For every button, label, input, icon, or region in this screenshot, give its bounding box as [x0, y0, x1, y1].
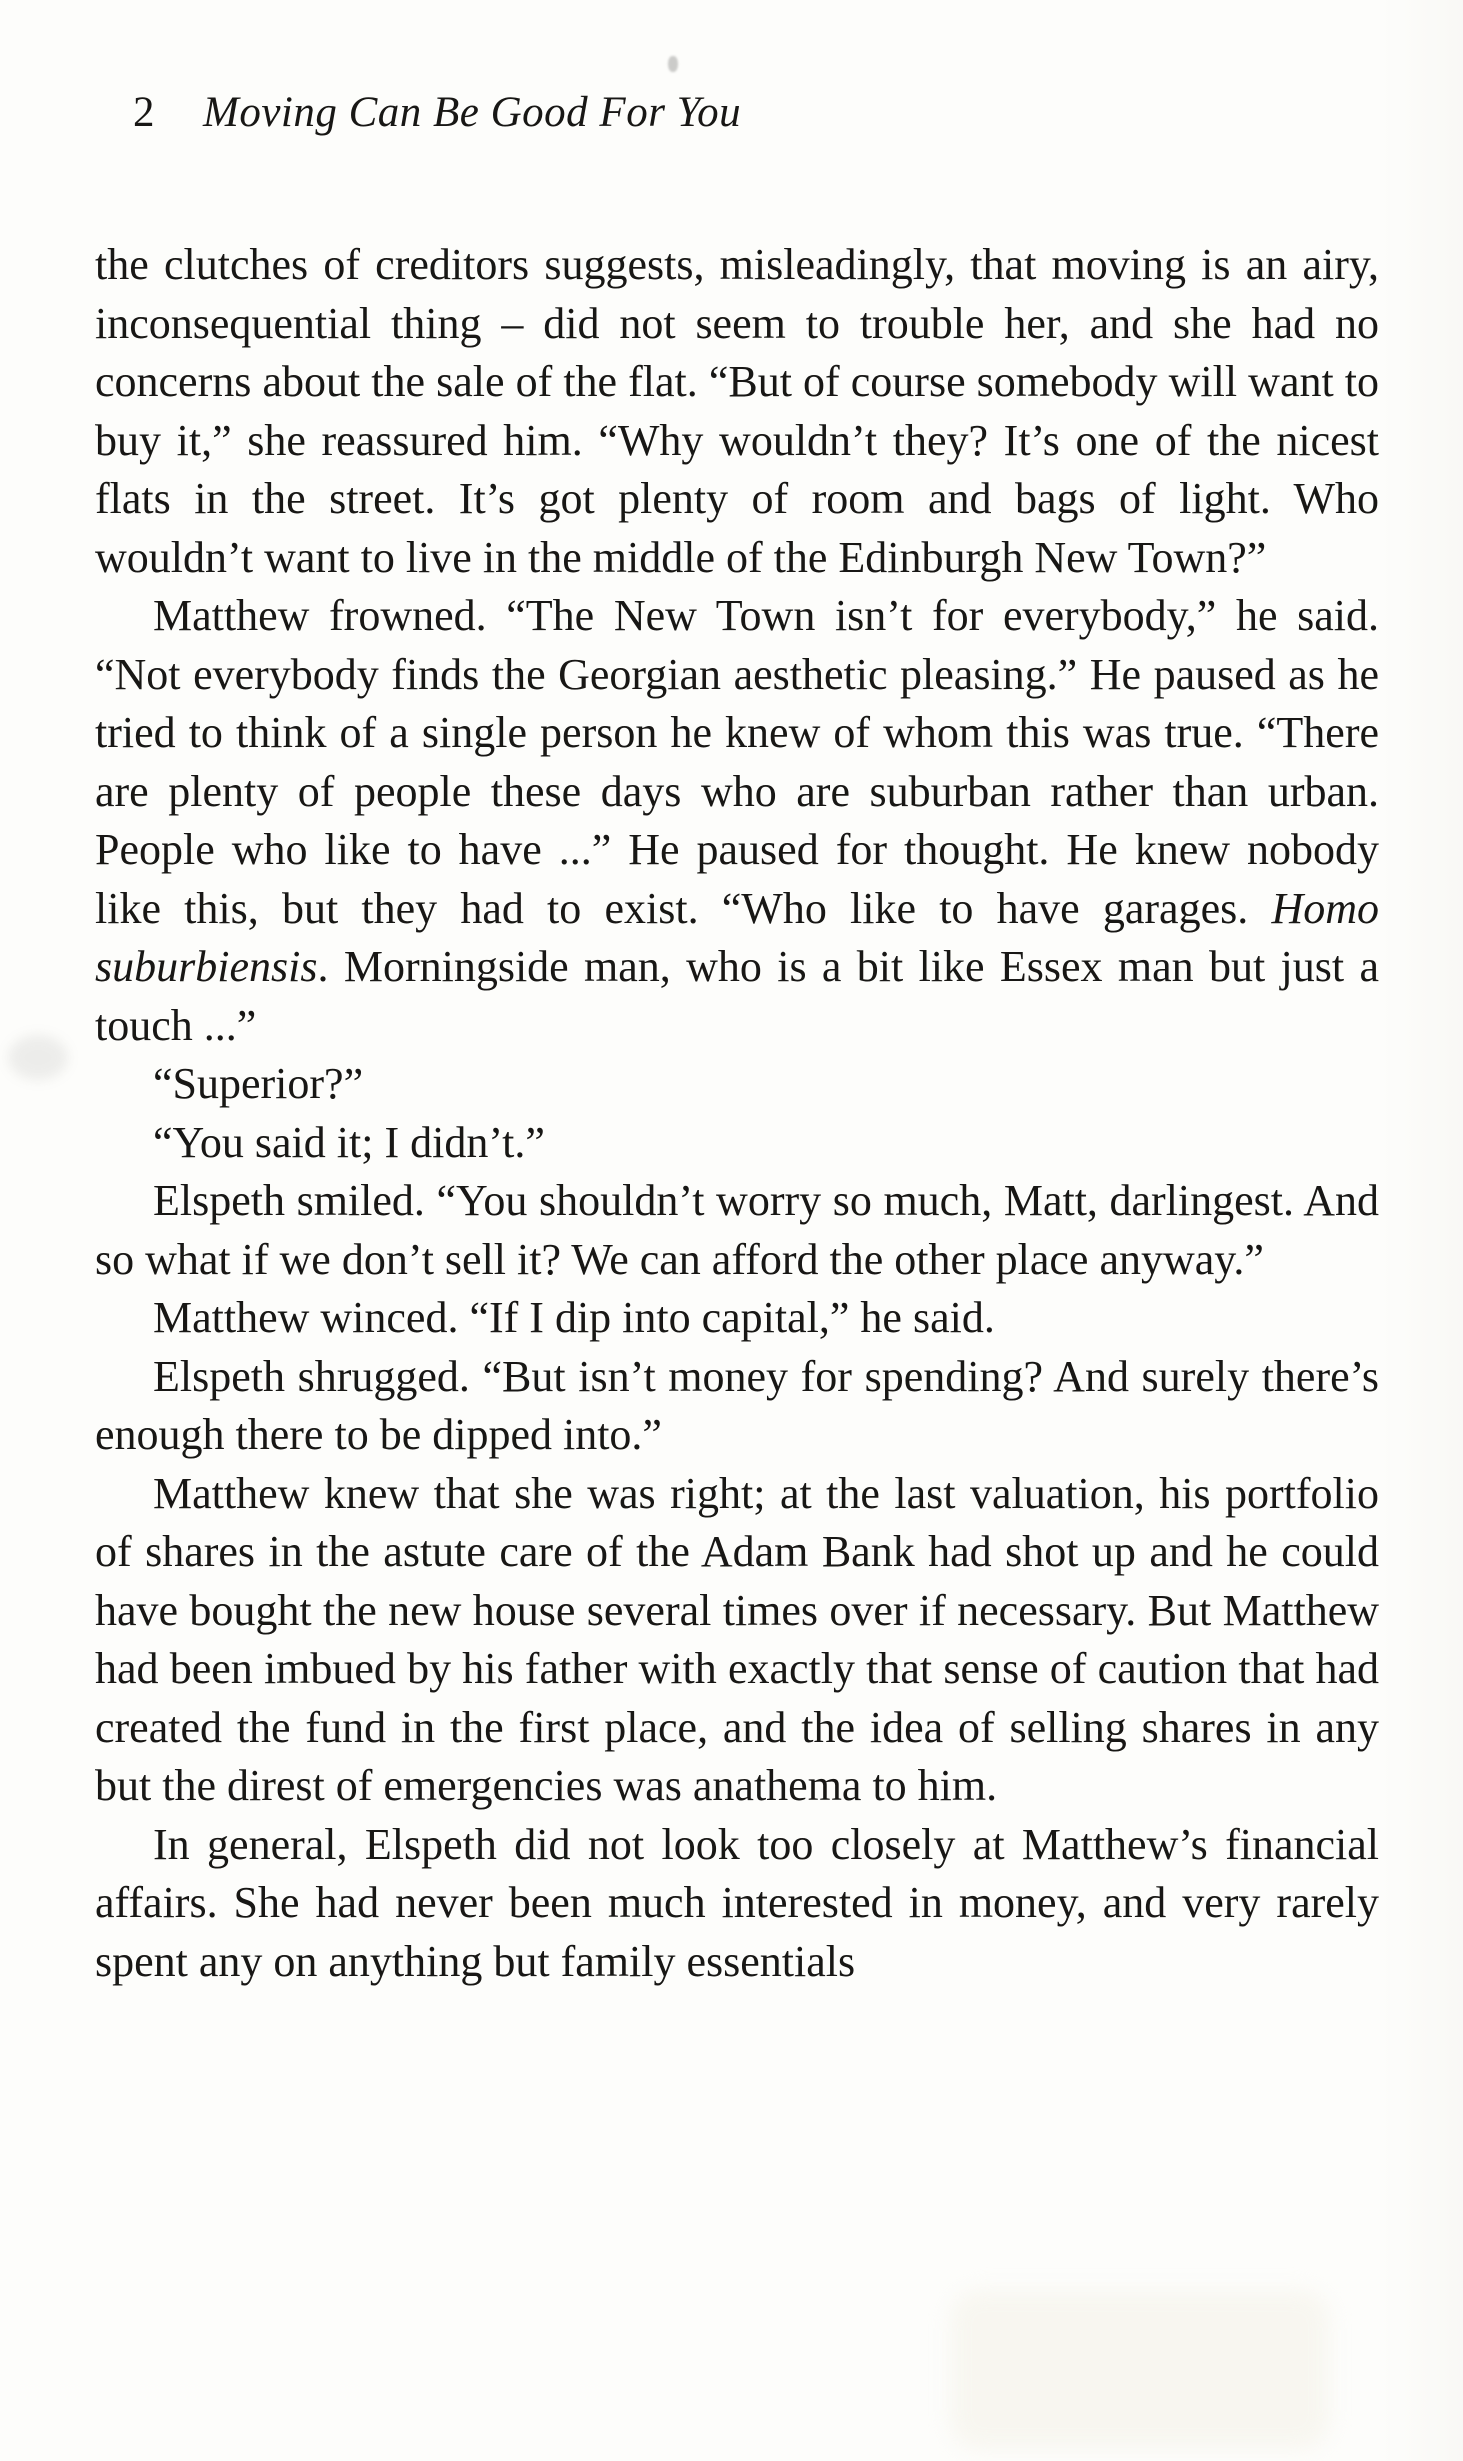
text-segment: Matthew winced. “If I dip into capital,” he said. — [153, 1293, 995, 1342]
paragraph — [95, 1348, 1379, 1465]
paragraph — [95, 1114, 1379, 1173]
running-head-title: Moving Can Be Good For You — [203, 89, 742, 136]
scan-edge-shading — [1380, 0, 1463, 2461]
paragraph — [95, 236, 1379, 587]
text-segment: Matthew knew that she was right; at the last valuation, his portfolio of shares in the astute care of the Adam Bank had shot up and he could have bought the new house several times over if necessary. But Matthew had been imbued by his father with exactly that sense of caution that had created the fund in the first place, and the idea of selling shares in any but the direst of emergencies was anathema to him. — [95, 1468, 1379, 1810]
chapter-number: 2 — [133, 89, 155, 136]
text-segment: Elspeth smiled. “You shouldn’t worry so much, Matt, darlingest. And so what if we don’t sell it? We can afford the other place anyway.” — [95, 1176, 1379, 1284]
italic-text-segment: Homo suburbiensis — [95, 883, 1379, 991]
text-segment: . Morningside man, who is a bit like Essex man but just a touch ...” — [95, 942, 1379, 1050]
scan-smudge — [8, 1035, 68, 1080]
paragraph — [95, 1172, 1379, 1289]
paragraph — [95, 587, 1379, 1055]
scan-shading — [950, 2290, 1330, 2450]
text-segment: “Superior?” — [153, 1059, 364, 1108]
page-body — [95, 236, 1379, 1991]
text-segment: Elspeth shrugged. “But isn’t money for spending? And surely there’s enough there to be dipped into.” — [95, 1351, 1379, 1459]
text-segment: Matthew frowned. “The New Town isn’t for everybody,” he said. “Not everybody finds the Georgian aesthetic pleasing.” He paused as he tried to think of a single person he knew of whom this was true. “There are plenty of people these days who are suburban rather than urban. People who like to have ...” He paused for thought. He knew nobody like this, but they had to exist. “Who like to have garages. — [95, 591, 1379, 933]
text-segment: the clutches of creditors suggests, misleadingly, that moving is an airy, inconsequential thing – did not seem to trouble her, and she had no concerns about the sale of the flat. “But of course somebody will want to buy it,” she reassured him. “Why wouldn’t they? It’s one of the nicest flats in the street. It’s got plenty of room and bags of light. Who wouldn’t want to live in the middle of the Edinburgh New Town?” — [95, 240, 1379, 582]
paragraph — [95, 1816, 1379, 1992]
paragraph — [95, 1289, 1379, 1348]
paragraph — [95, 1055, 1379, 1114]
page-header — [133, 88, 741, 137]
text-segment: “You said it; I didn’t.” — [153, 1117, 545, 1167]
scan-speck — [668, 56, 678, 72]
paragraph — [95, 1465, 1379, 1816]
text-segment: In general, Elspeth did not look too closely at Matthew’s financial affairs. She had never been much interested in money, and very rarely spent any on anything but family essentials — [95, 1819, 1379, 1986]
